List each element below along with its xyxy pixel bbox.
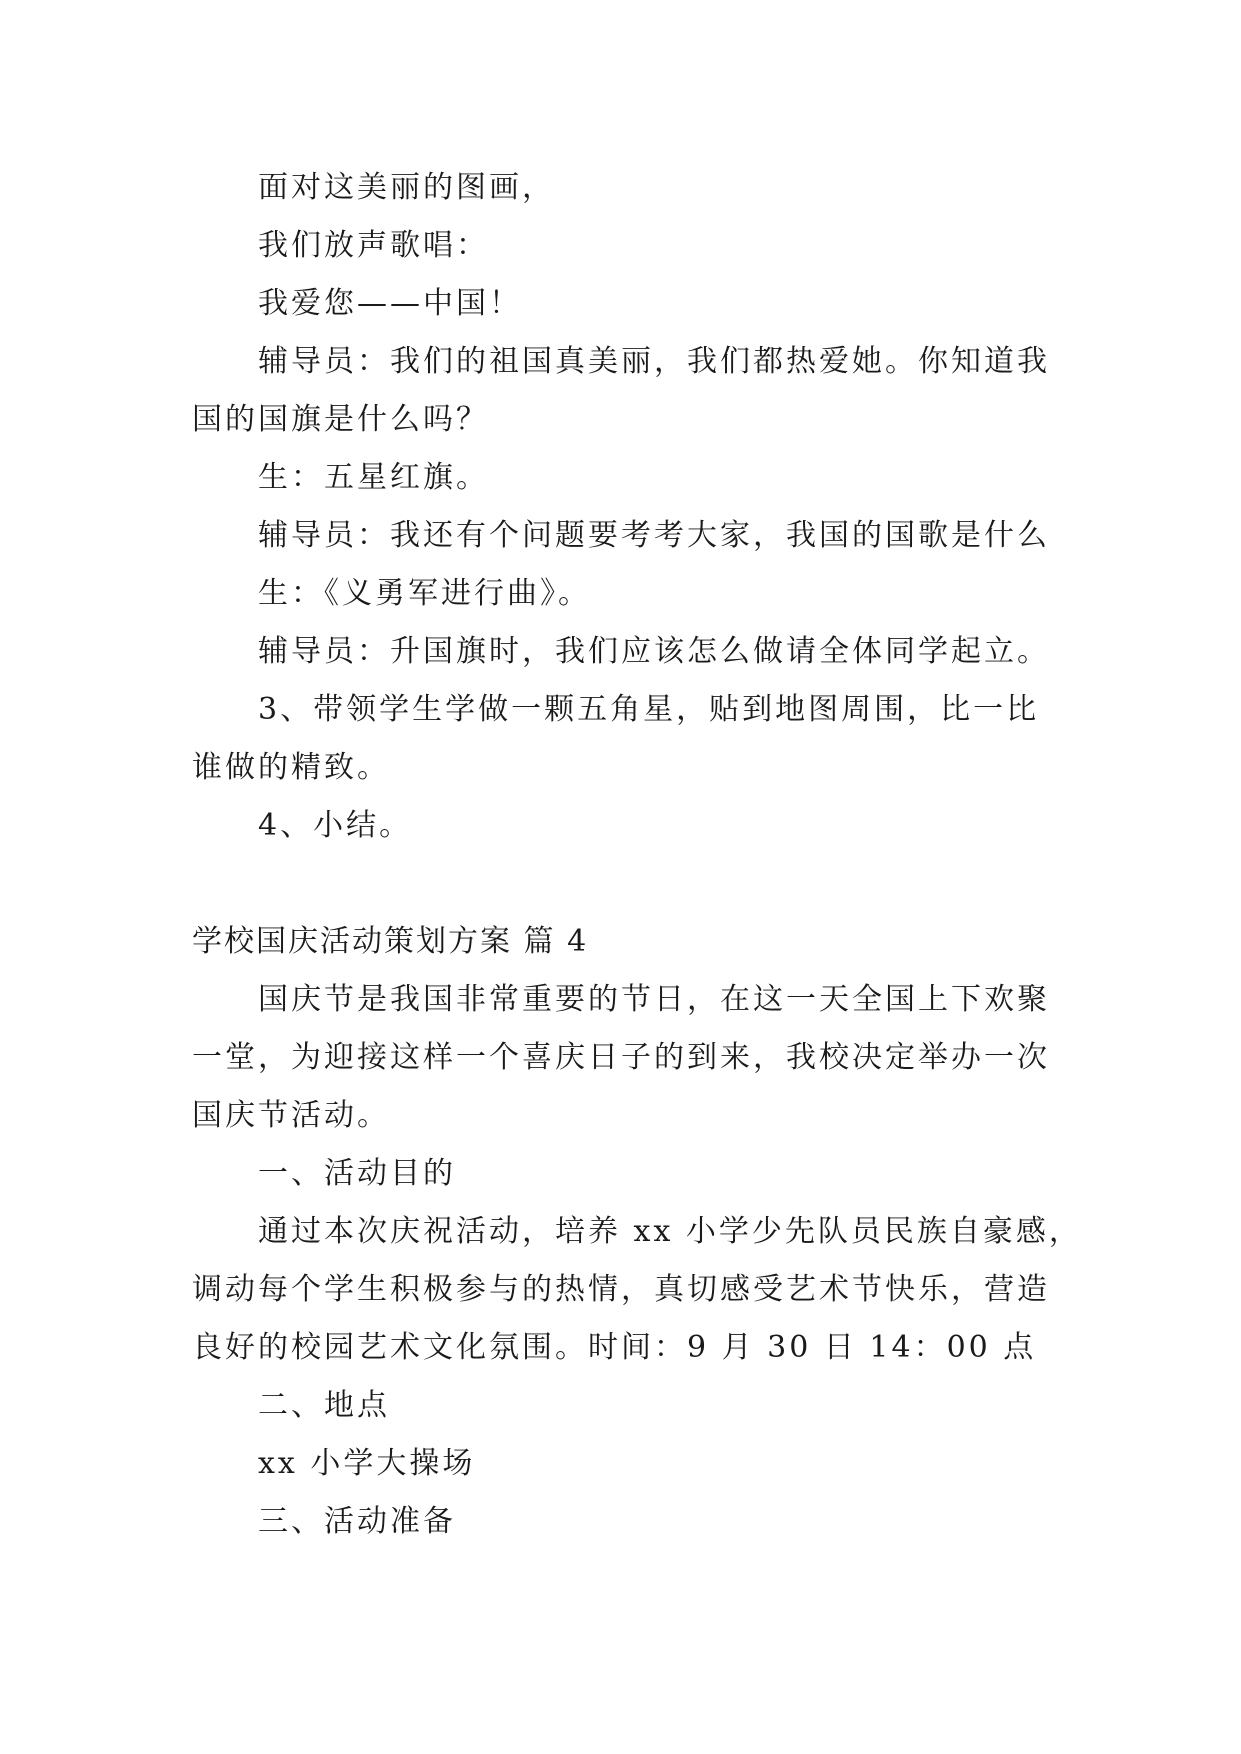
paragraph bbox=[192, 565, 1192, 623]
text-line: 一、活动目的 bbox=[258, 1156, 456, 1191]
text-line: xx 小学大操场 bbox=[258, 1446, 476, 1481]
paragraph bbox=[192, 971, 1192, 1145]
text-line: 辅导员：我还有个问题要考考大家，我国的国歌是什么 bbox=[258, 518, 1050, 553]
paragraph bbox=[192, 333, 1192, 449]
paragraph bbox=[192, 507, 1192, 565]
paragraph bbox=[192, 1203, 1192, 1377]
text-line: 我们放声歌唱： bbox=[258, 228, 489, 263]
paragraph bbox=[192, 797, 1192, 855]
text-line: 良好的校园艺术文化氛围。时间：9 月 30 日 14：00 点 bbox=[192, 1330, 1037, 1365]
text-line: 谁做的精致。 bbox=[192, 750, 390, 785]
text-line: 4、小结。 bbox=[258, 808, 413, 843]
text-line: 辅导员：升国旗时，我们应该怎么做请全体同学起立。 bbox=[258, 634, 1050, 669]
text-line: 生：《义勇军进行曲》。 bbox=[258, 576, 591, 611]
text-line: 国的国旗是什么吗？ bbox=[192, 402, 489, 437]
paragraph bbox=[192, 217, 1192, 275]
text-line: 我爱您——中国！ bbox=[258, 286, 522, 321]
paragraph bbox=[192, 1145, 1192, 1203]
document-page bbox=[192, 159, 1192, 1551]
paragraph bbox=[192, 159, 1192, 217]
text-line: 调动每个学生积极参与的热情，真切感受艺术节快乐，营造 bbox=[192, 1272, 1050, 1307]
text-line: 国庆节是我国非常重要的节日，在这一天全国上下欢聚 bbox=[258, 982, 1050, 1017]
text-line: 一堂，为迎接这样一个喜庆日子的到来，我校决定举办一次 bbox=[192, 1040, 1050, 1075]
text-line: 通过本次庆祝活动，培养 xx 小学少先队员民族自豪感， bbox=[258, 1214, 1082, 1249]
text-line: 3、带领学生学做一颗五角星，贴到地图周围，比一比 bbox=[258, 692, 1040, 727]
paragraph bbox=[192, 623, 1192, 681]
text-line: 辅导员：我们的祖国真美丽，我们都热爱她。你知道我 bbox=[258, 344, 1050, 379]
text-line: 国庆节活动。 bbox=[192, 1098, 390, 1133]
text-line: 三、活动准备 bbox=[258, 1504, 456, 1539]
paragraph bbox=[192, 1493, 1192, 1551]
text-line: 二、地点 bbox=[258, 1388, 390, 1423]
paragraph bbox=[192, 1377, 1192, 1435]
text-line: 面对这美丽的图画， bbox=[258, 170, 555, 205]
paragraph bbox=[192, 275, 1192, 333]
paragraph bbox=[192, 449, 1192, 507]
text-line: 生：五星红旗。 bbox=[258, 460, 489, 495]
paragraph bbox=[192, 1435, 1192, 1493]
section-heading: 学校国庆活动策划方案 篇 4 bbox=[192, 924, 589, 959]
paragraph bbox=[192, 681, 1192, 797]
